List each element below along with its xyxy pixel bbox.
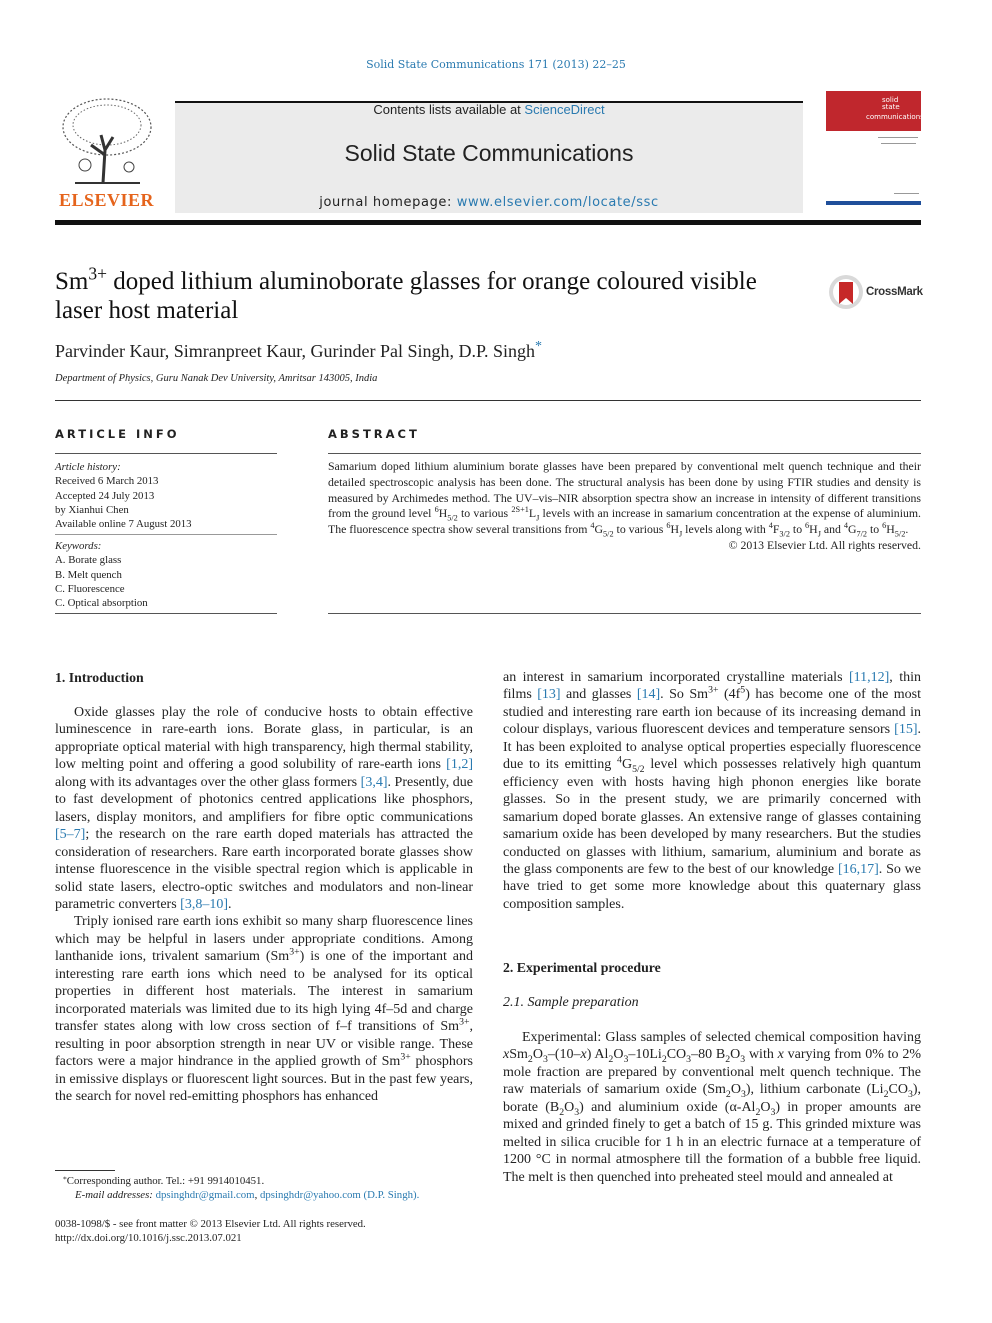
keyword-item: C. Optical absorption [55, 597, 148, 610]
title-part-2: doped lithium aluminoborate glasses for orange coloured visible [106, 268, 757, 295]
homepage-link[interactable]: www.elsevier.com/locate/ssc [456, 195, 659, 210]
issn-line: 0038-1098/$ - see front matter © 2013 Elsevier Ltd. All rights reserved. [55, 1218, 366, 1230]
keyword-item: C. Fluorescence [55, 582, 125, 595]
affiliation: Department of Physics, Guru Nanak Dev University, Amritsar 143005, India [55, 373, 378, 384]
crossmark-badge[interactable] [828, 274, 923, 312]
corresponding-author-mark[interactable]: * [535, 339, 542, 354]
introduction-body: Oxide glasses play the role of conducive hosts to obtain effective luminescence in rare-earth ions. Borate glass, in particular, is an appropriate optical material with high transparency, high thermal stability, low melting point and offering a good solubility of rare-earth ions [1,2] along with its advantages over the other glass formers [3,4]. Presently, due to fast development of photonics centred applications like phosphors, lasers, display monitors, and amplifiers for fibre optic communications [5–7]; the research on the rare earth doped materials has attracted the consideration of researchers. Rare earth incorporated borate glasses show intense fluorescence in the visible spectral region which is applicable in solid state lasers, electro-optic switches and modulators and non-linear parametric converters [3,8–10]. Triply ionised rare earth ions exhibit so many sharp fluorescence lines which may be helpful in lasers under appropriate conditions. Among lanthanide ions, trivalent samarium $(Sm^{3+})$ is one of the important and interesting rare earth ions which need to be analysed for its optical properties in different host materials. The interest in samarium incorporated materials was limited due to its high lying 4f–5d and charge transfer states along with low cross section of f–f transitions of $Sm^{3+}$, resulting in poor absorption strength in near UV or visible range. These factors were a major hindrance in the applied growth of $Sm^{3+}$ phosphors in emissive displays or fluorescent light sources. But in the past few years, the search for novel red-emitting phosphors has enhanced [55, 705, 474, 1104]
contents-line [175, 102, 803, 117]
title-sup: 3+ [88, 263, 107, 284]
keyword-item: B. Melt quench [55, 568, 122, 581]
contents-prefix: Contents lists available at [373, 102, 521, 117]
abstract-text: Samarium doped lithium aluminium borate glasses have been prepared by conventional melt quench technique and their detailed spectroscopic analysis has been done. The structural analysis has been done by using FTIR studies and density is measured by Archimedes method. The UV–vis–NIR absorption spectra show an increase in intensity of different transitions from the ground level $^6H_{5/2}$ to various $^{2S+1}L_J$ levels with an increase in samarium concentration at the expense of aluminium. The fluorescence spectra show several transitions from $^4G_{5/2}$ to various $^6H_J$ levels along with $^4F_{3/2}$ to $^6H_J$ and $^4G_{7/2}$ to $^6H_{5/2}$. © 2013 Elsevier Ltd. All rights reserved. [328, 459, 921, 552]
issn-doi [55, 1217, 366, 1245]
history-label: Article history: [55, 461, 121, 473]
article-title [55, 263, 825, 325]
sciencedirect-link[interactable]: ScienceDirect [524, 102, 605, 117]
elsevier-wordmark: ELSEVIER [58, 190, 155, 210]
homepage-prefix: journal homepage: [319, 195, 453, 210]
history-rule [55, 534, 277, 535]
header-rule [55, 220, 921, 225]
history-received: Received 6 March 2013 [55, 475, 159, 488]
authors-text: Parvinder Kaur, Simranpreet Kaur, Gurinder Pal Singh, D.P. Singh [55, 341, 535, 361]
abstract-bottom-rule [328, 613, 921, 614]
email-link-1[interactable]: dpsinghdr@gmail.com [155, 1189, 255, 1201]
crossmark-icon [828, 274, 864, 310]
author-list [55, 341, 542, 362]
divider-top [55, 400, 921, 401]
cover-text-1: solid [882, 96, 899, 104]
history-accepted: Accepted 24 July 2013 [55, 489, 155, 502]
doi-link[interactable]: http://dx.doi.org/10.1016/j.ssc.2013.07.021 [55, 1232, 242, 1244]
history-editor: by Xianhui Chen [55, 503, 129, 516]
article-info-heading: ARTICLE INFO [55, 427, 180, 441]
journal-cover-thumbnail[interactable] [826, 91, 924, 209]
footnote: ⁎Corresponding author. Tel.: +91 9914010451. E-mail addresses: dpsinghdr@gmail.com, dpsinghdr@yahoo.com (D.P. Singh). [63, 1172, 420, 1201]
journal-homepage [175, 195, 803, 210]
history-online: Available online 7 August 2013 [55, 518, 192, 531]
title-part-1: Sm [55, 268, 89, 295]
abstract-heading: ABSTRACT [328, 427, 420, 441]
section-heading-introduction: 1. Introduction [55, 670, 144, 685]
subsection-heading-sample-preparation: 2.1. Sample preparation [503, 995, 639, 1010]
footnote-rule [55, 1170, 115, 1171]
section-heading-experimental: 2. Experimental procedure [503, 960, 661, 975]
email-link-2[interactable]: dpsinghdr@yahoo.com (D.P. Singh). [260, 1189, 420, 1201]
abstract-copyright: © 2013 Elsevier Ltd. All rights reserved. [728, 537, 921, 552]
crossmark-label: CrossMark [866, 286, 923, 298]
keywords-rule [55, 613, 277, 614]
abstract-rule [328, 453, 921, 454]
journal-title: Solid State Communications [344, 140, 634, 166]
introduction-body-continued: an interest in samarium incorporated crystalline materials [11,12], thin films [13] and glasses [14]. So $Sm^{3+}$ $(4f^5)$ has become one of the most studied and interesting rare earth ion because of its increasing demand in colour displays, various fluorescent devices and temperature sensors [15]. It has been exploited to analyse optical properties especially fluorescence due to its emitting $^4G_{5/2}$ level which possesses relatively high quantum efficiency even with hosts having high phonon energies like borate glasses. So in the present study, we are primarily concerned with samarium doped borate glasses. An extensive range of glasses containing samarium oxide has been developed by many researchers. But the studies conducted on glasses with lithium, samarium, aluminium and borate as the glass components are few to the best of our knowledge [16,17]. So we have tried to get some more knowledge about this quaternary glass composition samples. [503, 670, 922, 912]
keyword-item: A. Borate glass [55, 554, 122, 567]
cover-text-3: communications [866, 113, 924, 121]
cover-text-2: state [882, 103, 900, 111]
keywords [55, 539, 148, 610]
journal-citation[interactable]: Solid State Communications 171 (2013) 22–25 [366, 58, 626, 71]
title-part-3: laser host material [55, 297, 239, 324]
corresponding-author-note: Corresponding author. Tel.: +91 9914010451. [66, 1175, 265, 1187]
article-history [55, 460, 192, 531]
email-label: E-mail addresses: [75, 1189, 153, 1201]
keywords-label: Keywords: [55, 540, 102, 552]
article-info-rule [55, 453, 277, 454]
experimental-body: Experimental: Glass samples of selected chemical composition having $xSm_2O_3-(10-x)$ $Al_2O_3-10Li_2CO_3-80$ $B_2O_3$ with x varying from 0% to 2% mole fraction are prepared by conventional melt quench technique. The raw materials of samarium oxide $(Sm_2O_3)$, lithium carbonate $(Li_2CO_3)$, borate $(B_2O_3)$ and aluminium oxide $(\alpha-Al_2O_3)$ in proper amounts are mixed and grinded finely to get a batch of 15 g. This grinded mixture was melted in silica crucible for 1 h in an electric furnace at a temperature of 1200 °C in normal atmosphere till the formation of a bubble free liquid. The melt is then quenched into preheated steel mould and annealed at [503, 1030, 922, 1185]
